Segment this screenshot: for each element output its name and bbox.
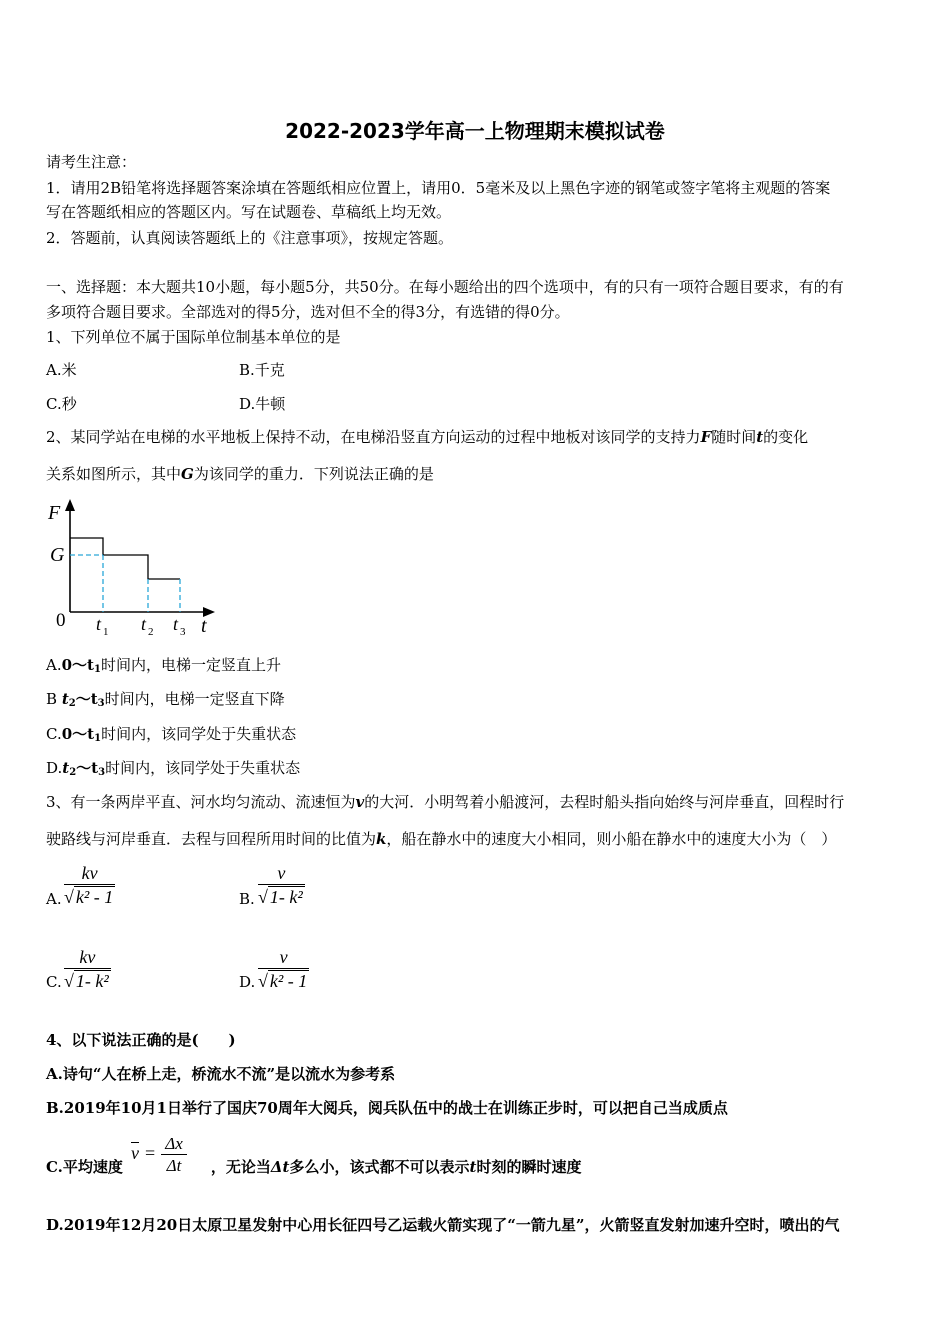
q3-option-d-formula: v √ k² - 1 — [258, 947, 308, 991]
t1-label: t — [96, 614, 102, 634]
force-curve — [70, 538, 180, 579]
q3-option-a-formula: kv √ k² - 1 — [64, 863, 114, 907]
t3-subscript: 3 — [180, 626, 186, 638]
y-axis-arrow — [65, 499, 75, 511]
delta-t: Δt — [166, 1156, 182, 1175]
g-label: G — [50, 544, 65, 566]
q3-option-b-label: B. — [239, 890, 255, 908]
notice-heading: 请考生注意： — [46, 153, 137, 171]
q3-option-c-formula: kv √ 1- k² — [64, 947, 109, 991]
q4-stem: 4、以下说法正确的是( ) — [46, 1031, 236, 1049]
equals-sign: = — [145, 1143, 156, 1163]
q4-option-a: A.诗句“人在桥上走，桥流水不流”是以流水为参考系 — [46, 1065, 396, 1083]
page-title: 2022-2023学年高一上物理期末模拟试卷 — [285, 119, 665, 143]
q3-option-b-formula: v √ 1- k² — [258, 863, 303, 907]
t2-label: t — [141, 614, 147, 634]
origin-label: 0 — [56, 610, 66, 631]
q2-stem-line-1: 2、某同学站在电梯的水平地板上保持不动，在电梯沿竖直方向运动的过程中地板对该同学的支持力F随时间t的变化 — [46, 428, 809, 446]
t1-subscript: 1 — [103, 626, 109, 638]
q3-stem-line-2: 驶路线与河岸垂直．去程与回程所用时间的比值为k，船在静水中的速度大小相同，则小船在静水中的速度大小为（ ） — [46, 830, 837, 848]
q2-option-a: $A.0\sim t_1$时间内，电梯一定竖直上升 — [46, 656, 281, 675]
notice-line-2: 写在答题纸相应的答题区内。写在试题卷、草稿纸上均无效。 — [46, 203, 452, 221]
q1-option-d: D.牛顿 — [239, 395, 286, 413]
v-bar-symbol: $\overline{v}$ — [131, 1143, 139, 1163]
q3-option-a-label: A. — [46, 890, 62, 908]
q4-option-c: C.平均速度 ，无论当Δt多么小，该式都不可以表示t时刻的瞬时速度 — [46, 1158, 582, 1176]
q2-option-b: B $t_2\sim t_3$时间内，电梯一定竖直下降 — [46, 690, 285, 709]
t3-label: t — [173, 614, 179, 634]
q2-stem-line-2: 关系如图所示，其中G为该同学的重力．下列说法正确的是 — [46, 465, 434, 483]
q1-option-a: A.米 — [46, 361, 77, 379]
q2-option-c: $C.0\sim t_1$时间内，该同学处于失重状态 — [46, 725, 297, 744]
q3-option-d-label: D. — [239, 973, 256, 991]
x-axis-label: t — [201, 615, 207, 637]
q3-stem-line-1: 3、有一条两岸平直、河水均匀流动、流速恒为v的大河．小明驾着小船渡河，去程时船头指向始终与河岸垂直，回程时行 — [46, 793, 845, 811]
notice-line-3: 2．答题前，认真阅读答题纸上的《注意事项》，按规定答题。 — [46, 229, 454, 247]
force-time-graph — [40, 495, 230, 645]
q4-option-d: D.2019年12月20日太原卫星发射中心用长征四号乙运载火箭实现了“一箭九星”，火箭竖直发射加速升空时，喷出的气 — [46, 1216, 840, 1234]
q1-option-b: B.千克 — [239, 361, 285, 379]
section-intro-line-2: 多项符合题目要求。全部选对的得5分，选对但不全的得3分，有选错的得0分。 — [46, 303, 570, 321]
notice-line-1: 1．请用2B铅笔将选择题答案涂填在答题纸相应位置上，请用0．5毫米及以上黑色字迹的钢笔或签字笔将主观题的答案 — [46, 179, 831, 197]
q4-option-b: B.2019年10月1日举行了国庆70周年大阅兵，阅兵队伍中的战士在训练正步时，可以把自己当成质点 — [46, 1099, 728, 1117]
q2-option-d: $D.t_2\sim t_3$时间内，该同学处于失重状态 — [46, 759, 301, 778]
q1-option-c: C.秒 — [46, 395, 77, 413]
y-axis-label: F — [48, 502, 61, 524]
t2-subscript: 2 — [148, 626, 154, 638]
section-intro-line-1: 一、选择题：本大题共10小题，每小题5分，共50分。在每小题给出的四个选项中，有的只有一项符合题目要求，有的有 — [46, 278, 844, 296]
q3-option-c-label: C. — [46, 973, 62, 991]
q1-stem: 1、下列单位不属于国际单位制基本单位的是 — [46, 328, 341, 346]
delta-x: Δx — [161, 1134, 187, 1155]
